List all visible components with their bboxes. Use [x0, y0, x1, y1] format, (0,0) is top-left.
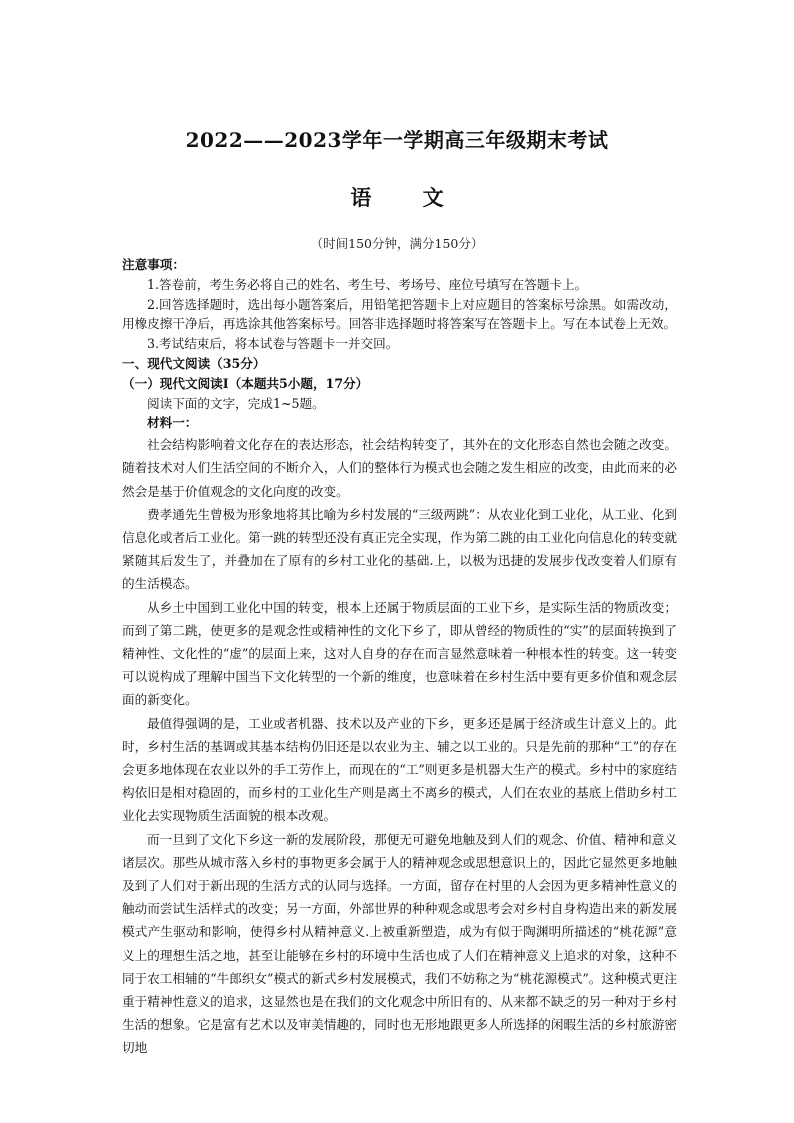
section-heading: 一、现代文阅读（35分） — [122, 355, 266, 371]
notes-item: 2.回答选择题时，选出每小题答案后，用铅笔把答题卡上对应题目的答案标号涂黑。如需改动，用橡皮擦干净后，再选涂其他答案标号。回答非选择题时将答案写在答题卡上。写在本试卷上无效。 — [122, 296, 677, 332]
exam-timing: （时间150分钟，满分150分） — [310, 236, 484, 251]
article-paragraph: 社会结构影响着文化存在的表达形态，社会结构转变了，其外在的文化形态自然也会随之改变。随着技术对人们生活空间的不断介入，人们的整体行为模式也会随之发生相应的改变，由此而来的必然会是基于价值观念的文化向度的改变。 — [122, 437, 677, 499]
notes-item: 3.考试结束后，将本试卷与答题卡一并交回。 — [147, 336, 399, 352]
article-paragraph: 最值得强调的是，工业或者机器、技术以及产业的下乡，更多还是属于经济或生计意义上的。此时，乡村生活的基调或其基本结构仍旧还是以农业为主、辅之以工业的。只是先前的那种“工”的存在会更多地体现在农业以外的手工劳作上，而现在的“工”则更多是机器大生产的模式。乡村中的家庭结构依旧是相对稳固的，而乡村的工业化生产则是离土不离乡的模式，人们在农业的基底上借助乡村工业化去实现物质生活面貌的根本改观。 — [122, 715, 677, 824]
material-label: 材料一： — [147, 415, 198, 431]
notes-item: 1.答卷前，考生务必将自己的姓名、考生号、考场号、座位号填写在答题卡上。 — [147, 276, 588, 292]
reading-instruction: 阅读下面的文字，完成1~5题。 — [147, 395, 325, 411]
exam-content — [122, 255, 677, 1060]
article-paragraph: 费孝通先生曾极为形象地将其比喻为乡村发展的“三级两跳”：从农业化到工业化，从工业、化到信息化或者后工业化。第一跳的转型还没有真正完全实现，作为第二跳的由工业化向信息化的转变就紧随其后发生了，并叠加在了原有的乡村工业化的基础.上，以极为迅捷的发展步伐改变着人们原有的生活模态。 — [122, 506, 677, 592]
subsection-heading: （一）现代文阅读Ⅰ（本题共5小题，17分） — [122, 375, 369, 391]
article-paragraph: 而一旦到了文化下乡这一新的发展阶段，那便无可避免地触及到人们的观念、价值、精神和意义诸层次。那些从城市落入乡村的事物更多会属于人的精神观念或思想意识上的，因此它显然更多地触及到了人们对于新出现的生活方式的认同与选择。一方面，留存在村里的人会因为更多精神性意义的触动而尝试生活样式的改变；另一方面，外部世界的种种观念或思考会对乡村自身构造出来的新发展模式产生驱动和影响，使得乡村从精神意义.上被重新塑造，成为有似于陶渊明所描述的“桃花源”意义上的理想生活之地，甚至让能够在乡村的环境中生活也成了人们在精神意义上追求的对象，这种不同于农工相辅的“牛郎织女”模式的新式乡村发展模式，我们不妨称之为“桃花源模式”。这种模式更注重于精神性意义的追求，这显然也是在我们的文化观念中所旧有的、从来都不缺乏的另一种对于乡村生活的想象。它是富有艺术以及审美情趣的，同时也无形地跟更多人所选择的闲暇生活的乡村旅游密切地 — [122, 831, 677, 1056]
subject-title: 语 文 — [350, 185, 466, 210]
notes-heading: 注意事项： — [122, 257, 185, 272]
article-paragraph: 从乡土中国到工业化中国的转变，根本上还属于物质层面的工业下乡，是实际生活的物质改变；而到了第二跳，使更多的是观念性或精神性的文化下乡了，即从曾经的物质性的“实”的层面转换到了精神性、文化性的“虚”的层面上来，这对人自身的存在而言显然意味着一种根本性的转变。这一转变可以说构成了理解中国当下文化转型的一个新的维度，也意味着在乡村生活中要有更多价值和观念层面的新变化。 — [122, 599, 677, 708]
exam-title: 2022——2023学年一学期高三年级期末考试 — [185, 128, 609, 152]
